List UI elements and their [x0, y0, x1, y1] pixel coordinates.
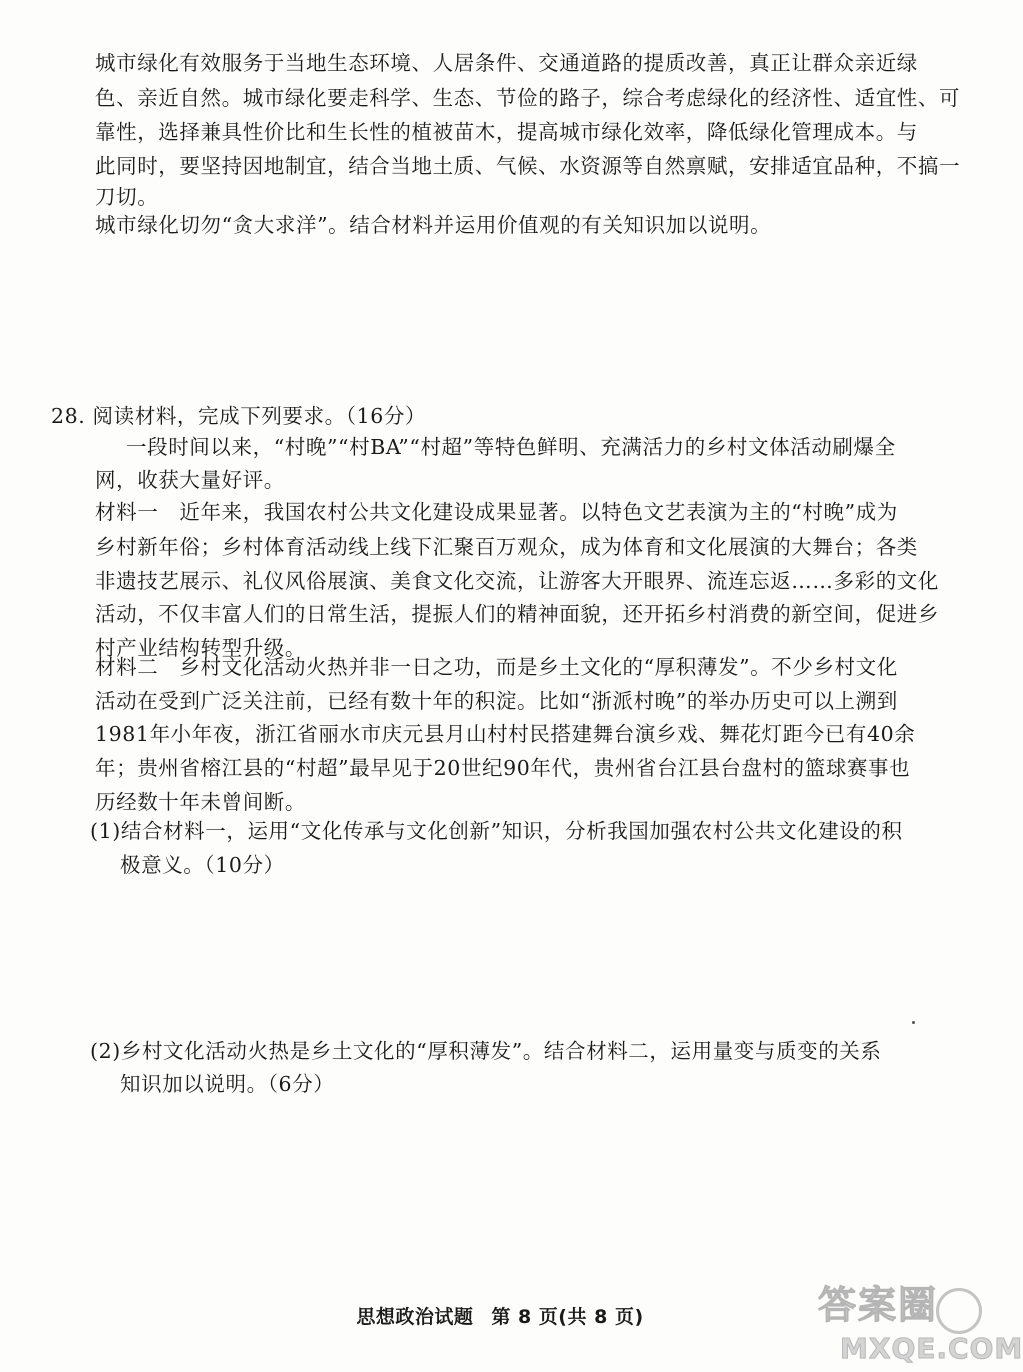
- sub-question-1-line-1: (1)结合材料一，运用“文化传承与文化创新”知识，分析我国加强农村公共文化建设的积: [90, 819, 903, 843]
- material1-line-1: 材料一 近年来，我国农村公共文化建设成果显著。以特色文艺表演为主的“村晚”成为: [95, 500, 898, 524]
- material1-line-5: 村产业结构转型升级。: [95, 636, 306, 660]
- sub-question-1-line-2: 极意义。（10分）: [120, 853, 285, 877]
- sub-question-2-line-1: (2)乡村文化活动火热是乡土文化的“厚积薄发”。结合材料二，运用量变与质变的关系: [90, 1039, 882, 1063]
- material1-line-3: 非遗技艺展示、礼仪风俗展演、美食文化交流，让游客大开眼界、流连忘返……多彩的文化: [95, 569, 939, 593]
- intro-line-3: 靠性，选择兼具性价比和生长性的植被苗木，提高城市绿化效率，降低绿化管理成本。与: [95, 120, 918, 144]
- q28-lead-2: 网，收获大量好评。: [95, 468, 285, 492]
- material2-line-2: 活动在受到广泛关注前，已经有数十年的积淀。比如“浙派村晚”的举办历史可以上溯到: [95, 689, 898, 713]
- intro-line-4: 此同时，要坚持因地制宜，结合当地土质、气候、水资源等自然禀赋，安排适宜品种，不搞一: [95, 154, 961, 178]
- material2-line-5: 历经数十年未曾间断。: [95, 790, 306, 814]
- watermark-logo: [818, 1282, 1023, 1368]
- watermark-logo-text: 答案圈: [818, 1283, 939, 1327]
- scan-speck: [912, 1021, 915, 1024]
- material1-line-4: 活动，不仅丰富人们的日常生活，提振人们的精神面貌，还开拓乡村消费的新空间，促进乡: [95, 602, 939, 626]
- material2-line-1: 材料二 乡村文化活动火热并非一日之功，而是乡土文化的“厚积薄发”。不少乡村文化: [95, 655, 898, 679]
- material1-line-2: 乡村新年俗；乡村体育活动线上线下汇聚百万观众，成为体育和文化展演的大舞台；各类: [95, 535, 918, 559]
- intro-line-1: 城市绿化有效服务于当地生态环境、人居条件、交通道路的提质改善，真正让群众亲近绿: [95, 51, 918, 75]
- material2-line-3: 1981年小年夜，浙江省丽水市庆元县月山村村民搭建舞台演乡戏、舞花灯距今已有40余: [95, 722, 916, 746]
- intro-line-5: 刀切。: [95, 185, 159, 209]
- q28-lead-1: 一段时间以来，“村晚”“村BA”“村超”等特色鲜明、充满活力的乡村文体活动刷爆全: [126, 435, 896, 459]
- footer-subject: 思想政治试题: [356, 1306, 474, 1328]
- intro-question: 城市绿化切勿“贪大求洋”。结合材料并运用价值观的有关知识加以说明。: [95, 213, 772, 237]
- watermark-circle-icon: [936, 1288, 982, 1334]
- sub-question-2-line-2: 知识加以说明。（6分）: [120, 1072, 335, 1096]
- watermark-url: MXQE.COM: [840, 1332, 1023, 1365]
- intro-line-2: 色、亲近自然。城市绿化要走科学、生态、节俭的路子，综合考虑绿化的经济性、适宜性、可: [95, 86, 961, 110]
- footer-page-number: 第 8 页(共 8 页): [491, 1306, 644, 1328]
- q28-heading: 28. 阅读材料，完成下列要求。（16分）: [51, 404, 427, 428]
- material2-line-4: 年；贵州省榕江县的“村超”最早见于20世纪90年代，贵州省台江县台盘村的篮球赛事也: [95, 756, 911, 780]
